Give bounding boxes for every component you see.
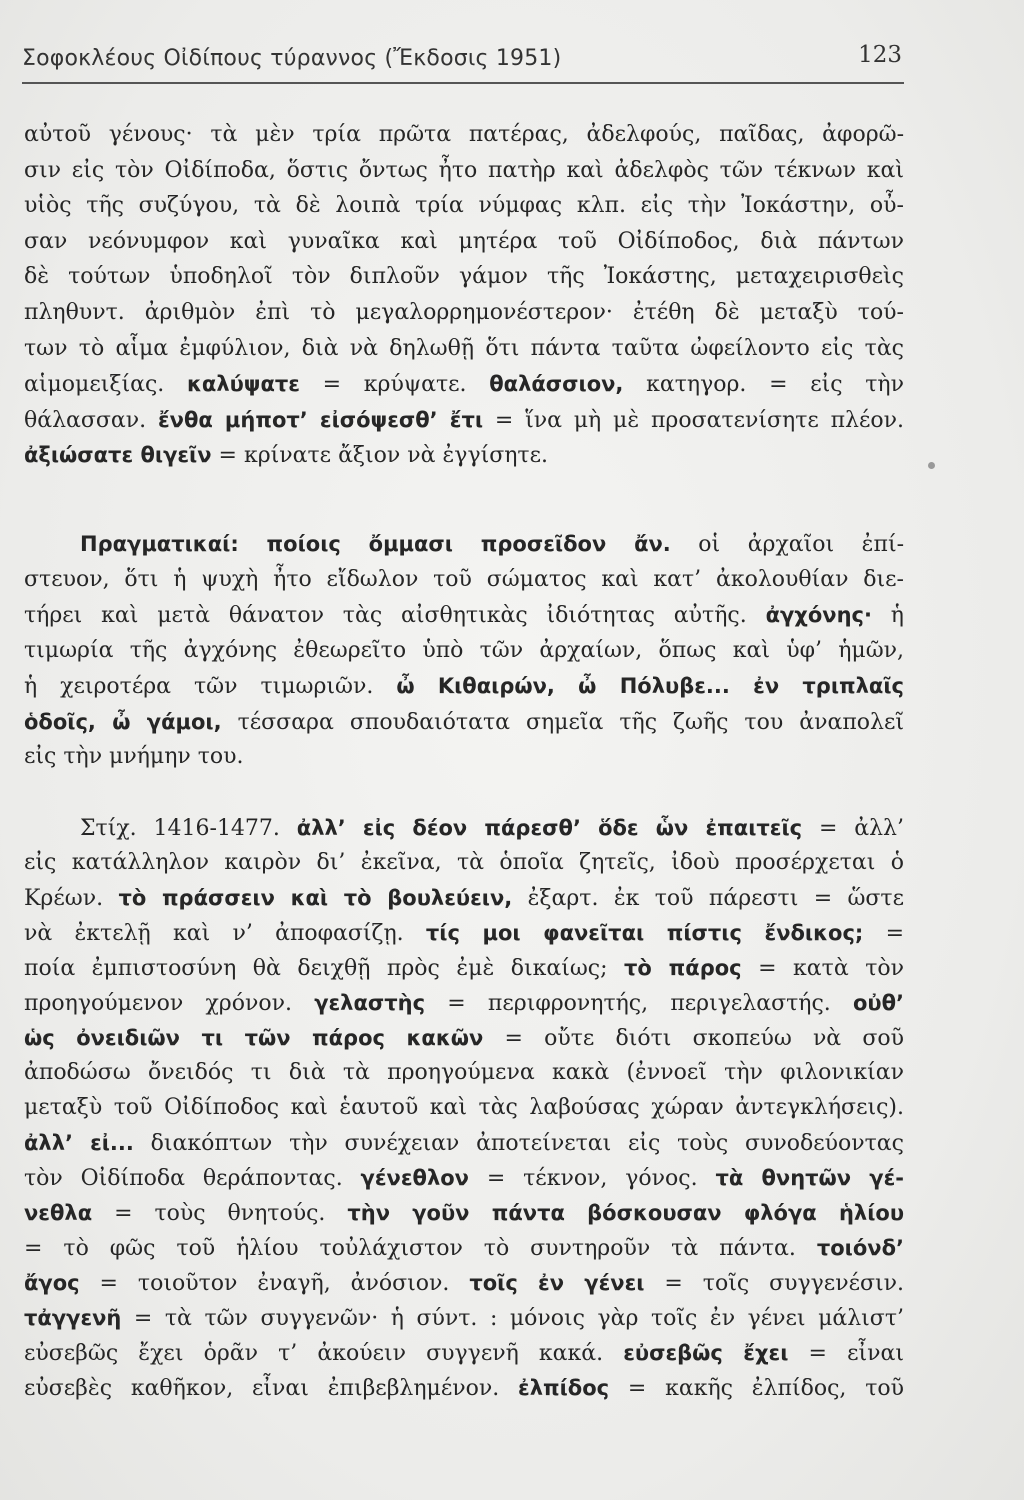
lemma-bold: νεθλα [24, 1201, 93, 1225]
text-line [24, 118, 904, 152]
lemma-bold: τοῖς ἐν γένει [469, 1271, 645, 1295]
commentary-text: εὐσεβὲς καθῆκον, εἶναι ἐπιβεβλημένον. [24, 1376, 519, 1401]
commentary-text: σαν νεόνυμφον καὶ γυναῖκα καὶ μητέρα τοῦ Οἰδίποδος, διὰ πάντων [24, 228, 904, 254]
text-line [24, 1231, 904, 1265]
commentary-text: εἰς κατάλληλον καιρὸν δι’ ἐκεῖνα, τὰ ὁποῖα ζητεῖς, ἰδοὺ προσέρχεται ὁ [24, 850, 904, 875]
page-speck [928, 462, 935, 469]
lemma-bold: ὡς ὀνειδιῶν τι τῶν πάρος κακῶν [24, 1026, 484, 1050]
text-line [24, 403, 904, 437]
commentary-text: = [863, 921, 904, 946]
commentary-text: πληθυντ. ἀριθμὸν ἐπὶ τὸ μεγαλορρημονέστερον· ἐτέθη δὲ μεταξὺ τού- [24, 300, 904, 325]
text-line [24, 1161, 904, 1195]
commentary-text: = κατὰ τὸν [741, 956, 904, 981]
commentary-text: = περιφρονητής, περιγελαστής. [425, 991, 853, 1016]
lemma-bold: θαλάσσιον, [489, 372, 624, 397]
commentary-text: νὰ ἐκτελῇ καὶ ν’ ἀποφασίζῃ. [24, 921, 426, 946]
text-line [24, 367, 904, 401]
lemma-bold: ἀγχόνης· [765, 603, 872, 627]
commentary-text: = τὰ τῶν συγγενῶν· ἡ σύντ. : μόνοις γὰρ τοῖς ἐν γένει μάλιστ’ [121, 1306, 904, 1331]
text-line [24, 916, 904, 950]
lemma-bold: ὦ Κιθαιρών, ὦ Πόλυβε... ἐν τριπλαῖς [396, 674, 904, 698]
commentary-text: των τὸ αἷμα ἐμφύλιον, διὰ νὰ δηλωθῇ ὅτι πάντα ταῦτα ὠφείλοντο εἰς τὰς [24, 335, 904, 361]
commentary-text: σιν εἰς τὸν Οἰδίποδα, ὅστις ὄντως ἦτο πατὴρ καὶ ἀδελφὸς τῶν τέκνων καὶ [24, 157, 904, 183]
text-line [24, 986, 904, 1020]
commentary-text: αὐτοῦ γένους· τὰ μὲν τρία πρῶτα πατέρας, ἀδελφούς, παῖδας, ἀφορῶ- [24, 122, 904, 147]
commentary-text: = κακῆς ἐλπίδος, τοῦ [609, 1376, 904, 1401]
commentary-text: ἐξαρτ. ἐκ τοῦ πάρεστι = ὥστε [512, 886, 904, 911]
commentary-text: ἡ [871, 603, 904, 628]
commentary-text: ἡ χειροτέρα τῶν τιμωριῶν. [24, 674, 397, 699]
text-line [24, 1021, 904, 1055]
text-line [24, 332, 904, 366]
text-line [24, 1091, 904, 1125]
lemma-bold: τὴν γοῦν πάντα βόσκουσαν φλόγα ἡλίου [347, 1201, 904, 1225]
text-line [24, 1371, 904, 1405]
lemma-bold: ὁδοῖς, ὦ γάμοι, [24, 709, 222, 734]
running-title: Σοφοκλέους Οἰδίπους τύραννος (Ἔκδοσις 1951) [22, 46, 562, 71]
text-line [24, 846, 904, 880]
text-line [24, 438, 904, 472]
commentary-text: κατηγορ. = εἰς τὴν [623, 372, 904, 398]
text-line [24, 1056, 904, 1090]
commentary-text: ποία ἐμπιστοσύνη θὰ δειχθῇ πρὸς ἐμὲ δικαίως; [24, 956, 625, 981]
text-line [24, 951, 904, 985]
commentary-text: = κρίνατε ἄξιον νὰ ἐγγίσητε. [211, 443, 548, 469]
text-line [24, 1266, 904, 1300]
commentary-text: = τοιοῦτον ἐναγῆ, ἀνόσιον. [79, 1271, 470, 1296]
commentary-text: διακόπτων τὴν συνέχειαν ἀποτείνεται εἰς τοὺς συνοδεύοντας [133, 1131, 904, 1156]
commentary-text: τιμωρία τῆς ἀγχόνης ἐθεωρεῖτο ὑπὸ τῶν ἀρχαίων, ὅπως καὶ ὑφ’ ἡμῶν, [24, 637, 904, 663]
commentary-text: = τὸ φῶς τοῦ ἡλίου τοὐλάχιστον τὸ συντηροῦν τὰ πάντα. [24, 1236, 817, 1261]
text-line [24, 296, 904, 330]
commentary-text: τέσσαρα σπουδαιότατα σημεῖα τῆς ζωῆς του ἀναπολεῖ [221, 709, 904, 735]
lemma-bold: ἐλπίδος [518, 1376, 610, 1400]
text-line [24, 881, 904, 915]
text-line [24, 225, 904, 259]
text-line [24, 705, 904, 739]
commentary-text: εὐσεβῶς ἔχει ὁρᾶν τ’ ἀκούειν συγγενῆ κακά. [24, 1341, 624, 1366]
commentary-text: = τοὺς θνητούς. [92, 1201, 348, 1226]
text-line [24, 189, 904, 223]
lemma-bold: εὐσεβῶς ἔχει [623, 1341, 789, 1365]
text-line [24, 1301, 904, 1335]
text-line [24, 811, 904, 845]
text-line [24, 1336, 904, 1370]
text-line [24, 669, 904, 703]
text-line [24, 1196, 904, 1230]
commentary-text: στευον, ὅτι ἡ ψυχὴ ἦτο εἴδωλον τοῦ σώματος καὶ κατ’ ἀκολουθίαν διε- [24, 566, 904, 592]
text-line [24, 527, 904, 561]
commentary-text: = οὔτε διότι σκοπεύω νὰ σοῦ [483, 1026, 904, 1051]
lemma-bold: τίς μοι φανεῖται πίστις ἔνδικος; [425, 921, 864, 945]
lemma-bold: τὰ θνητῶν γέ- [715, 1166, 904, 1190]
commentary-text: θάλασσαν. [24, 407, 158, 433]
commentary-text: = ἀλλ’ [802, 816, 904, 841]
commentary-text: = τέκνον, γόνος. [468, 1166, 716, 1191]
text-line [24, 1126, 904, 1160]
commentary-text: = εἶναι [788, 1341, 904, 1366]
lemma-bold: ἄγος [24, 1271, 80, 1295]
lemma-bold: γένεθλον [360, 1166, 469, 1190]
lemma-bold: τὸ πράσσειν καὶ τὸ βουλεύειν, [118, 886, 513, 910]
text-line [24, 563, 904, 597]
text-line [24, 740, 904, 774]
commentary-text: = ἵνα μὴ μὲ προσατενίσητε πλέον. [483, 407, 904, 433]
commentary-text: οἱ ἀρχαῖοι ἐπί- [670, 532, 904, 557]
lemma-bold: τἀγγενῆ [24, 1306, 122, 1330]
text-line [24, 598, 904, 632]
text-line [24, 260, 904, 294]
lemma-bold: ἀξιώσατε θιγεῖν [24, 443, 212, 468]
running-head [22, 42, 902, 82]
commentary-text: δὲ τούτων ὑποδηλοῖ τὸν διπλοῦν γάμον τῆς Ἰοκάστης, μεταχειρισθεὶς [24, 264, 904, 290]
lemma-bold: τὸ πάρος [624, 956, 742, 980]
commentary-text: τὸν Οἰδίποδα θεράποντας. [24, 1166, 361, 1191]
page-number: 123 [858, 42, 902, 68]
lemma-bold: Πραγματικαί: ποίοις ὄμμασι προσεῖδον ἄν. [80, 532, 671, 556]
commentary-text: Κρέων. [24, 886, 119, 911]
lemma-bold: ἀλλ’ εἰς δέον πάρεσθ’ ὅδε ὧν ἐπαιτεῖς [296, 816, 803, 840]
lemma-bold: ἀλλ’ εἰ... [24, 1131, 134, 1155]
commentary-text: προηγούμενον χρόνον. [24, 991, 315, 1016]
text-line [24, 154, 904, 188]
commentary-text: υἱὸς τῆς συζύγου, τὰ δὲ λοιπὰ τρία νύμφας κλπ. εἰς τὴν Ἰοκάστην, οὖ- [24, 193, 904, 219]
commentary-text: ἀποδώσω ὄνειδός τι διὰ τὰ προηγούμενα κακὰ (ἐννοεῖ τὴν φιλονικίαν [24, 1060, 904, 1085]
commentary-text: τήρει καὶ μετὰ θάνατον τὰς αἰσθητικὰς ἰδιότητας αὐτῆς. [24, 603, 766, 628]
commentary-text: μεταξὺ τοῦ Οἰδίποδος καὶ ἑαυτοῦ καὶ τὰς λαβούσας χώραν ἀντεγκλήσεις). [24, 1095, 904, 1120]
header-rule [22, 82, 904, 84]
text-line [24, 634, 904, 668]
lemma-bold: ἔνθα μήποτ’ εἰσόψεσθ’ ἔτι [157, 407, 484, 432]
commentary-text: = κρύψατε. [299, 372, 490, 398]
lemma-bold: καλύψατε [186, 372, 300, 397]
lemma-bold: οὐθ’ [852, 991, 904, 1015]
lemma-bold: γελαστὴς [314, 991, 426, 1015]
commentary-text: Στίχ. 1416-1477. [80, 816, 297, 841]
commentary-text: εἰς τὴν μνήμην του. [24, 744, 244, 769]
lemma-bold: τοιόνδ’ [816, 1236, 904, 1260]
commentary-text: αἱμομειξίας. [24, 372, 187, 398]
commentary-text: = τοῖς συγγενέσιν. [644, 1271, 904, 1296]
